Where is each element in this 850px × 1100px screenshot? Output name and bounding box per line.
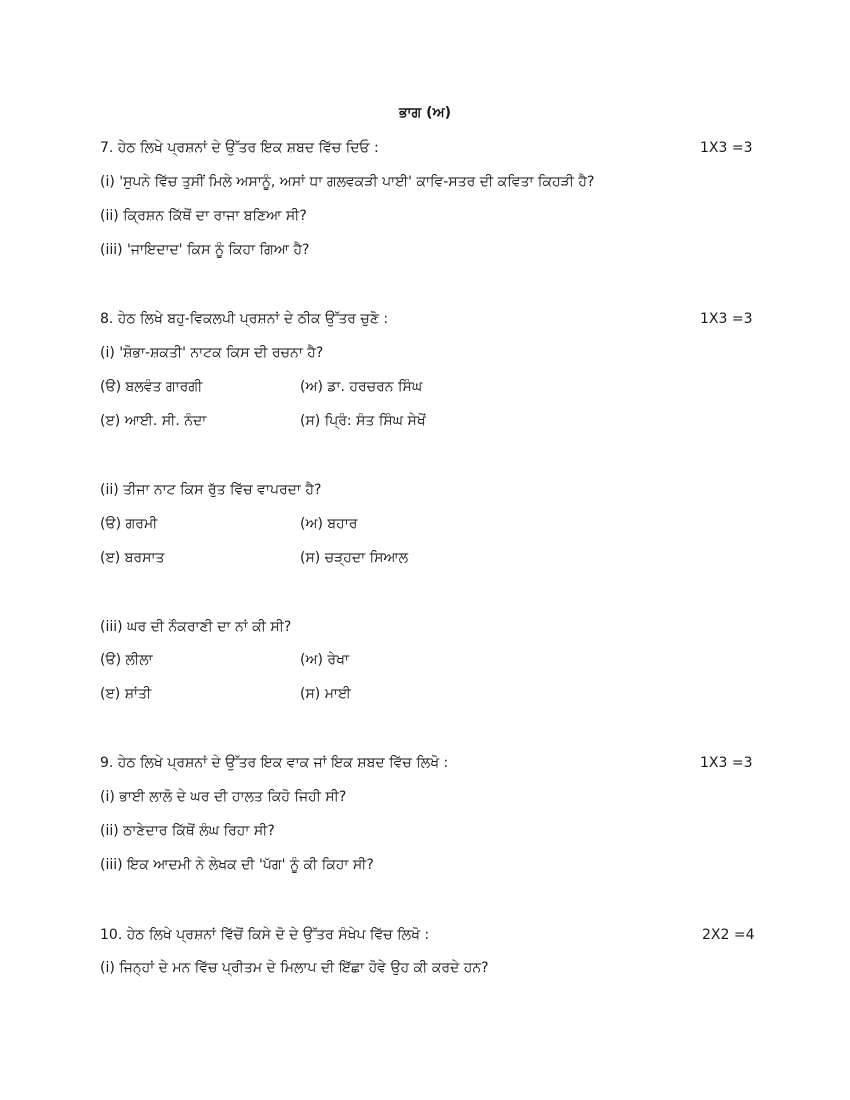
q9-marks: 1X3 =3 — [700, 755, 753, 771]
section-title: ਭਾਗ (ਅ) — [398, 105, 452, 121]
q8-marks: 1X3 =3 — [700, 311, 753, 327]
q7-heading: 7. ਹੇਠ ਲਿਖੇ ਪ੍ਰਸ਼ਨਾਂ ਦੇ ਉੱਤਰ ਇਕ ਸ਼ਬਦ ਵਿੱਚ ਦਿਓ : — [100, 140, 379, 156]
q8-i-option-c: (ੲ) ਆਈ. ਸੀ. ਨੰਦਾ — [100, 413, 207, 429]
q7-marks: 1X3 =3 — [700, 140, 753, 156]
q8-i-option-b: (ਅ) ਡਾ. ਹਰਚਰਨ ਸਿੰਘ — [300, 379, 423, 395]
q9-heading: 9. ਹੇਠ ਲਿਖੇ ਪ੍ਰਸ਼ਨਾਂ ਦੇ ਉੱਤਰ ਇਕ ਵਾਕ ਜਾਂ ਇਕ ਸ਼ਬਦ ਵਿੱਚ ਲਿਖੋ : — [100, 755, 449, 771]
q8-iii-question: (iii) ਘਰ ਦੀ ਨੌਕਰਾਣੀ ਦਾ ਨਾਂ ਕੀ ਸੀ? — [100, 619, 292, 635]
q8-ii-option-b: (ਅ) ਬਹਾਰ — [300, 516, 358, 532]
q8-iii-option-b: (ਅ) ਰੇਖਾ — [300, 652, 349, 668]
q8-ii-option-d: (ਸ) ਚੜ੍ਹਦਾ ਸਿਆਲ — [300, 550, 409, 566]
q10-marks: 2X2 =4 — [702, 927, 755, 943]
q8-iii-option-d: (ਸ) ਮਾਈ — [300, 686, 351, 702]
q8-iii-option-c: (ੲ) ਸ਼ਾਂਤੀ — [100, 686, 152, 702]
q10-heading: 10. ਹੇਠ ਲਿਖੇ ਪ੍ਰਸ਼ਨਾਂ ਵਿੱਚੋਂ ਕਿਸੇ ਦੋ ਦੇ ਉੱਤਰ ਸੰਖੇਪ ਵਿੱਚ ਲਿਖੋ : — [100, 927, 430, 943]
q7-part-i: (i) 'ਸੁਪਨੇ ਵਿੱਚ ਤੁਸੀਂ ਮਿਲੇ ਅਸਾਨੂੰ, ਅਸਾਂ ਧਾ ਗਲਵਕੜੀ ਪਾਈ' ਕਾਵਿ-ਸਤਰ ਦੀ ਕਵਿਤਾ ਕਿਹੜੀ ਹੈ? — [100, 174, 595, 190]
q8-ii-option-a: (ੳ) ਗਰਮੀ — [100, 516, 158, 532]
q7-part-iii: (iii) 'ਜਾਇਦਾਦ' ਕਿਸ ਨੂੰ ਕਿਹਾ ਗਿਆ ਹੈ? — [100, 242, 310, 258]
q8-i-option-d: (ਸ) ਪ੍ਰਿੰ: ਸੰਤ ਸਿੰਘ ਸੇਖੋਂ — [300, 413, 426, 429]
q9-part-ii: (ii) ਠਾਣੇਦਾਰ ਕਿੱਥੋਂ ਲੰਘ ਰਿਹਾ ਸੀ? — [100, 823, 275, 839]
q10-part-i: (i) ਜਿਨ੍ਹਾਂ ਦੇ ਮਨ ਵਿੱਚ ਪ੍ਰੀਤਮ ਦੇ ਮਿਲਾਪ ਦੀ ਇੱਛਾ ਹੋਵੇ ਉਹ ਕੀ ਕਰਦੇ ਹਨ? — [100, 960, 489, 976]
q8-i-question: (i) 'ਸ਼ੋਭਾ-ਸ਼ਕਤੀ' ਨਾਟਕ ਕਿਸ ਦੀ ਰਚਨਾ ਹੈ? — [100, 345, 324, 361]
q9-part-iii: (iii) ਇਕ ਆਦਮੀ ਨੇ ਲੇਖਕ ਦੀ 'ਪੱਗ' ਨੂੰ ਕੀ ਕਿਹਾ ਸੀ? — [100, 857, 374, 873]
q8-ii-option-c: (ੲ) ਬਰਸਾਤ — [100, 550, 165, 566]
q8-iii-option-a: (ੳ) ਲੀਲਾ — [100, 652, 153, 668]
q8-ii-question: (ii) ਤੀਜਾ ਨਾਟ ਕਿਸ ਰੁੱਤ ਵਿੱਚ ਵਾਪਰਦਾ ਹੈ? — [100, 482, 322, 498]
q8-i-option-a: (ੳ) ਬਲਵੰਤ ਗਾਰਗੀ — [100, 379, 203, 395]
q7-part-ii: (ii) ਕ੍ਰਿਸ਼ਨ ਕਿੱਥੋਂ ਦਾ ਰਾਜਾ ਬਣਿਆ ਸੀ? — [100, 208, 307, 224]
q9-part-i: (i) ਭਾਈ ਲਾਲੋ ਦੇ ਘਰ ਦੀ ਹਾਲਤ ਕਿਹੋ ਜਿਹੀ ਸੀ? — [100, 789, 347, 805]
q8-heading: 8. ਹੇਠ ਲਿਖੇ ਬਹੁ-ਵਿਕਲਪੀ ਪ੍ਰਸ਼ਨਾਂ ਦੇ ਠੀਕ ਉੱਤਰ ਚੁਣੋ : — [100, 311, 389, 327]
